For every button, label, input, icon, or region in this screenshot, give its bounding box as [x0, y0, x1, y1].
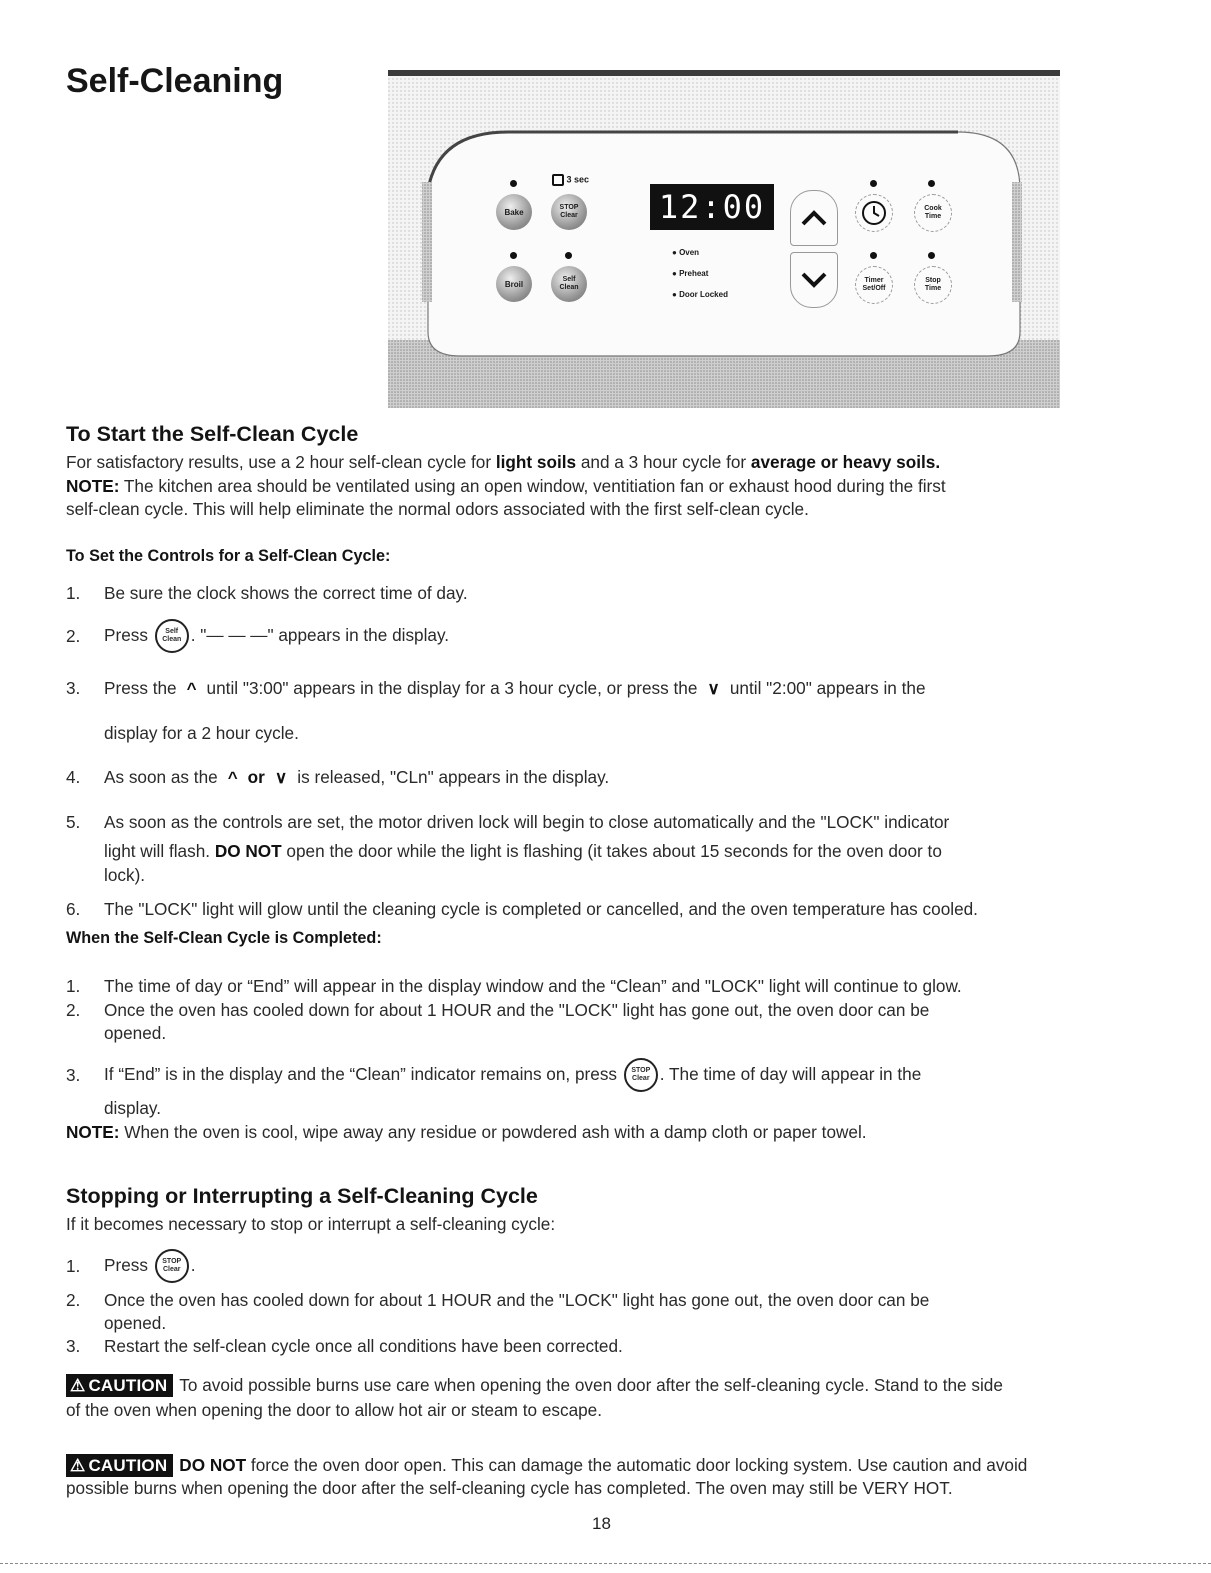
chevron-down-icon [801, 272, 827, 288]
page-number: 18 [592, 1514, 611, 1533]
indicator-dot [510, 180, 517, 187]
stop-time-button[interactable]: Stop Time [914, 266, 952, 304]
caution-2-line2: possible burns when opening the door after the self-cleaning cycle has completed. The oven may still be VERY HOT. [66, 1478, 953, 1498]
caution-1-line2: of the oven when opening the door to allow hot air or steam to escape. [66, 1400, 603, 1420]
stop-clear-button-icon: STOP Clear [624, 1058, 658, 1092]
start-note-line2: self-clean cycle. This will help eliminate the normal odors associated with the first self-clean cycle. [66, 499, 809, 519]
step-number: 1. [66, 583, 81, 603]
step-number: 2. [66, 1000, 81, 1020]
set-step-5-line3: lock). [104, 865, 146, 885]
start-note-line1: NOTE: The kitchen area should be ventilated using an open window, ventitiation fan or exhaust hood during the first [66, 476, 946, 496]
door-locked-indicator: ● Door Locked [672, 290, 728, 299]
oven-indicator: ● Oven [672, 248, 700, 257]
indicator-dot [510, 252, 517, 259]
step-number: 4. [66, 767, 81, 787]
completed-heading: When the Self-Clean Cycle is Completed: [66, 929, 382, 947]
warning-icon: ⚠ [70, 1456, 86, 1475]
step-number: 1. [66, 1256, 81, 1276]
indicator-dot [928, 180, 935, 187]
up-arrow-icon: ^ [227, 768, 238, 787]
stopping-heading: Stopping or Interrupting a Self-Cleaning Cycle [66, 1184, 538, 1208]
step-number: 1. [66, 976, 81, 996]
set-step-3: Press the ^ until "3:00" appears in the display for a 3 hour cycle, or press the ∨ until "2:00" appears in the [104, 678, 926, 698]
completed-step-2-line1: Once the oven has cooled down for about 1 HOUR and the "LOCK" light has gone out, the oven door can be [104, 1000, 930, 1020]
timer-button[interactable]: Timer Set/Off [855, 266, 893, 304]
lock-indicator: 3 sec [552, 174, 589, 186]
page-bottom-rule [0, 1563, 1211, 1564]
broil-button[interactable]: Broil [496, 266, 532, 302]
caution-badge: ⚠ CAUTION [66, 1454, 173, 1477]
set-heading: To Set the Controls for a Self-Clean Cycle: [66, 547, 391, 565]
stop-clear-button-icon: STOP Clear [155, 1249, 189, 1283]
completed-step-2-line2: opened. [104, 1023, 167, 1043]
warning-icon: ⚠ [70, 1376, 86, 1395]
start-paragraph: For satisfactory results, use a 2 hour self-clean cycle for light soils and a 3 hour cycle for average or heavy soils. [66, 452, 941, 472]
indicator-dot [565, 252, 572, 259]
set-step-3-cont: display for a 2 hour cycle. [104, 723, 299, 743]
stopping-step-3: Restart the self-clean cycle once all conditions have been corrected. [104, 1336, 623, 1356]
completed-step-3: If “End” is in the display and the “Clean” indicator remains on, press STOP Clear . The time of day will appear in the [104, 1057, 921, 1092]
stopping-step-1: Press STOP Clear . [104, 1248, 196, 1283]
set-step-5-line2: light will flash. DO NOT open the door while the light is flashing (it takes about 15 seconds for the oven door to [104, 841, 942, 861]
bake-button[interactable]: Bake [496, 194, 532, 230]
indicator-dot [928, 252, 935, 259]
step-number: 2. [66, 626, 81, 646]
cook-time-button[interactable]: Cook Time [914, 194, 952, 232]
self-clean-button-icon: Self Clean [155, 619, 189, 653]
clock-icon [861, 200, 887, 226]
start-heading: To Start the Self-Clean Cycle [66, 422, 359, 446]
down-arrow-icon: ∨ [274, 768, 288, 787]
indicator-dot [870, 180, 877, 187]
completed-step-3-cont: display. [104, 1098, 161, 1118]
completed-note: NOTE: When the oven is cool, wipe away any residue or powdered ash with a damp cloth or paper towel. [66, 1122, 867, 1142]
step-number: 2. [66, 1290, 81, 1310]
stopping-intro: If it becomes necessary to stop or interrupt a self-cleaning cycle: [66, 1214, 556, 1234]
stop-clear-button[interactable]: STOP Clear [551, 194, 587, 230]
preheat-indicator: ● Preheat [672, 269, 709, 278]
padlock-icon [552, 174, 564, 186]
caution-1-line1: ⚠ CAUTION To avoid possible burns use care when opening the oven door after the self-cleaning cycle. Stand to the side [66, 1374, 1003, 1397]
step-number: 5. [66, 812, 81, 832]
control-panel-illustration [388, 70, 1060, 408]
set-step-2: Press Self Clean . "— — —" appears in the display. [104, 618, 449, 653]
step-number: 3. [66, 678, 81, 698]
down-arrow-icon: ∨ [707, 679, 720, 698]
caution-2-line1: ⚠ CAUTION DO NOT force the oven door open. This can damage the automatic door locking system. Use caution and avoid [66, 1454, 1027, 1477]
chevron-up-icon [801, 210, 827, 226]
completed-step-1: The time of day or “End” will appear in the display window and the “Clean” and "LOCK" light will continue to glow. [104, 976, 962, 996]
set-step-4: As soon as the ^ or ∨ is released, "CLn" appears in the display. [104, 767, 610, 787]
step-number: 6. [66, 899, 81, 919]
clock-display: 12:00 [650, 184, 774, 230]
up-arrow-icon: ^ [186, 679, 197, 698]
set-step-6: The "LOCK" light will glow until the cleaning cycle is completed or cancelled, and the oven temperature has cooled. [104, 899, 978, 919]
step-number: 3. [66, 1065, 81, 1085]
stopping-step-2-line1: Once the oven has cooled down for about 1 HOUR and the "LOCK" light has gone out, the oven door can be [104, 1290, 930, 1310]
clock-button[interactable] [855, 194, 893, 232]
self-clean-button[interactable]: Self Clean [551, 266, 587, 302]
caution-badge: ⚠ CAUTION [66, 1374, 173, 1397]
set-step-1: Be sure the clock shows the correct time of day. [104, 583, 468, 603]
down-arrow-button[interactable] [790, 252, 838, 308]
step-number: 3. [66, 1336, 81, 1356]
indicator-dot [870, 252, 877, 259]
stopping-step-2-line2: opened. [104, 1313, 167, 1333]
set-step-5-line1: As soon as the controls are set, the motor driven lock will begin to close automatically and the "LOCK" indicator [104, 812, 950, 832]
page-title: Self-Cleaning [66, 62, 284, 100]
up-arrow-button[interactable] [790, 190, 838, 246]
